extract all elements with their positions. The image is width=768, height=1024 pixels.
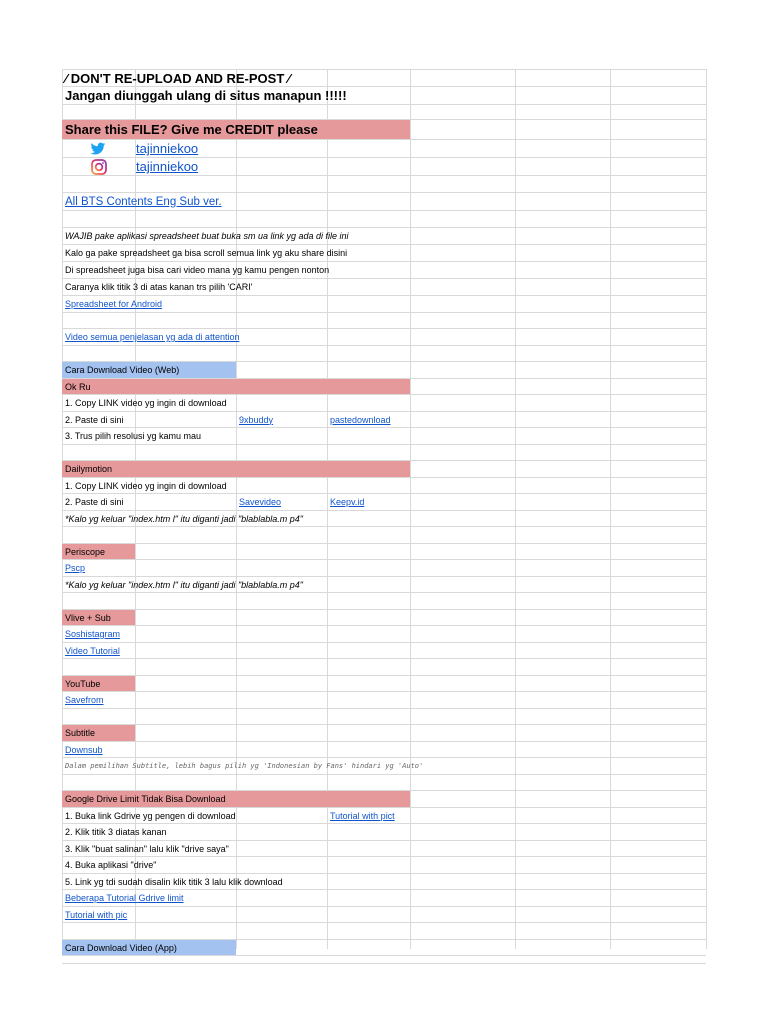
gdrive-step-4: 4. Buka aplikasi "drive" [65,860,157,870]
periscope-header: Periscope [62,544,135,559]
gdrive-header: Google Drive Limit Tidak Bisa Download [62,791,410,807]
gdrive-tutorial-link[interactable]: Beberapa Tutorial Gdrive limit [65,893,184,903]
okru-step-2: 2. Paste di sini [65,414,124,425]
dailymotion-step-2: 2. Paste di sini [65,497,124,507]
okru-step-3: 3. Trus pilih resolusi yg kamu mau [65,431,202,441]
web-download-header: Cara Download Video (Web) [62,362,236,378]
vlive-link-soshistagram[interactable]: Soshistagram [65,629,121,639]
attention-link[interactable]: Video semua penjelasan yg ada di attention [65,332,240,342]
subtitle-header: Subtitle [62,725,135,741]
vlive-header: Vlive + Sub [62,610,135,625]
gdrive-step-1: 1. Buka link Gdrive yg pengen di download [65,810,236,821]
warning-title: ⁄ DON'T RE-UPLOAD AND RE-POST ⁄ [65,70,291,86]
dailymotion-note: *Kalo yg keluar "index.htm l" itu diganti jadi "blablabla.m p4" [65,513,303,524]
all-bts-link[interactable]: All BTS Contents Eng Sub ver. [65,195,222,208]
okru-header: Ok Ru [62,379,410,394]
spreadsheet [62,69,706,964]
grid-line [706,69,707,949]
dailymotion-header: Dailymotion [62,461,410,477]
youtube-header: YouTube [62,676,135,691]
instagram-link[interactable]: tajinniekoo [136,159,199,174]
gdrive-step-2: 2. Klik titik 3 diatas kanan [65,827,167,837]
gdrive-step-5: 5. Link yg tdi sudah disalin klik titik 3 lalu klik download [65,876,283,887]
gdrive-tutorial-pict-link[interactable]: Tutorial with pict [330,810,395,821]
caranya-text: Caranya klik titik 3 di atas kanan trs pilih 'CARI' [65,282,253,292]
periscope-link-pscp[interactable]: Pscp [65,563,86,573]
di-spreadsheet-text: Di spreadsheet juga bisa cari video mana yg kamu pengen nonton [65,265,330,275]
gdrive-tutorial-pic-link[interactable]: Tutorial with pic [65,909,128,920]
gdrive-step-3: 3. Klik "buat salinan" lalu klik "drive saya" [65,843,229,854]
okru-step-1: 1. Copy LINK video yg ingin di download [65,398,227,408]
instagram-icon [91,159,107,175]
dailymotion-step-1: 1. Copy LINK video yg ingin di download [65,480,227,491]
twitter-icon [88,141,108,157]
dailymotion-link-keepv[interactable]: Keepv.id [330,497,365,507]
periscope-note: *Kalo yg keluar "index.htm l" itu diganti jadi "blablabla.m p4" [65,579,303,590]
vlive-link-tutorial[interactable]: Video Tutorial [65,645,120,656]
warning-subtitle: Jangan diunggah ulang di situs manapun !!!!! [65,88,347,103]
android-link[interactable]: Spreadsheet for Android [65,299,163,309]
wajib-text: WAJIB pake aplikasi spreadsheet buat buka sm ua link yg ada di file ini [65,231,349,241]
credit-header: Share this FILE? Give me CREDIT please [62,120,410,139]
dailymotion-link-savevideo[interactable]: Savevideo [239,497,282,507]
kalo-text: Kalo ga pake spreadsheet ga bisa scroll semua link yg aku share disini [65,248,348,258]
subtitle-link-downsub[interactable]: Downsub [65,744,103,755]
twitter-link[interactable]: tajinniekoo [136,141,199,156]
subtitle-note: Dalam pemilihan Subtitle, lebih bagus pilih yg 'Indonesian by Fans' hindari yg 'Auto' [65,762,424,770]
okru-link-9xbuddy[interactable]: 9xbuddy [239,414,274,425]
youtube-link-savefrom[interactable]: Savefrom [65,695,104,705]
app-download-header: Cara Download Video (App) [62,940,236,955]
okru-link-pastedownload[interactable]: pastedownload [330,414,391,425]
